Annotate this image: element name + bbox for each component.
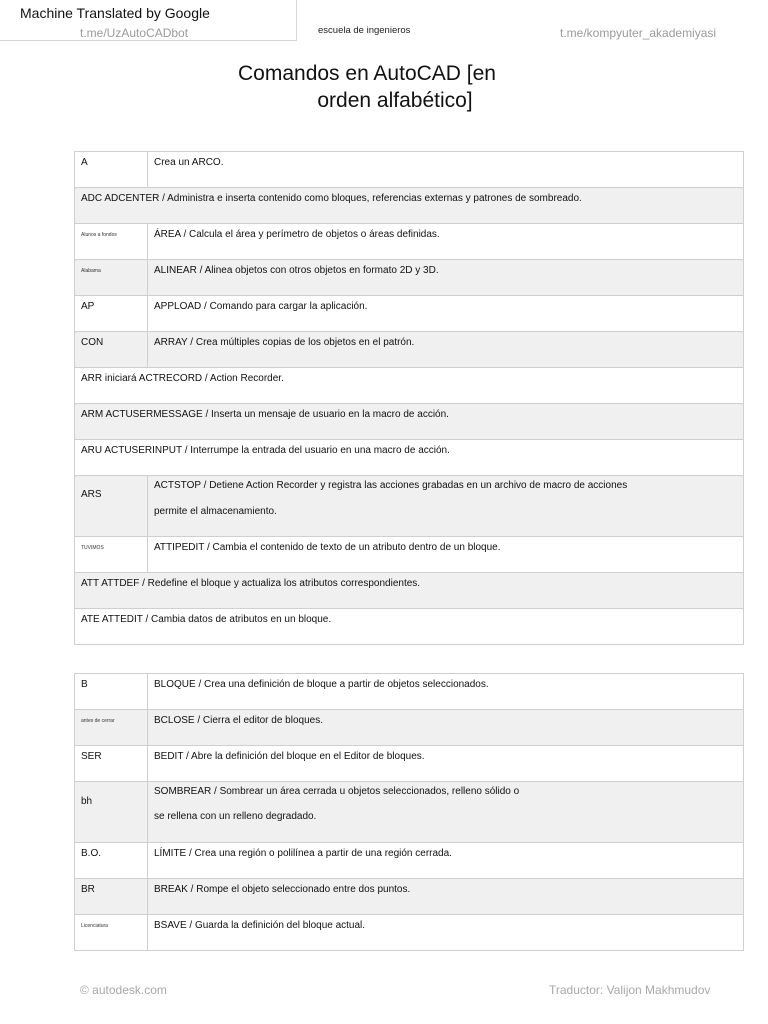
row-description: BCLOSE / Cierra el editor de bloques. [154, 715, 323, 726]
row-description: BEDIT / Abre la definición del bloque en el Editor de bloques. [154, 751, 425, 762]
row-description-line-2: permite el almacenamiento. [154, 506, 277, 517]
row-key-cell [75, 746, 148, 781]
row-key: B [81, 679, 88, 690]
row-key: antes de cerrar [81, 718, 115, 724]
row-full-text: ARU ACTUSERINPUT / Interrumpe la entrada del usuario en una macro de acción. [81, 445, 450, 456]
row-full-text: ARR iniciará ACTRECORD / Action Recorder. [81, 373, 284, 384]
row-key-cell [75, 152, 148, 187]
page-title-line-1: Comandos en AutoCAD [en [238, 62, 496, 85]
row-key-cell [75, 782, 148, 842]
commands-table-a [74, 151, 744, 645]
row-key: Licenciatura [81, 923, 108, 929]
commands-table-b [74, 673, 744, 951]
header-link-right[interactable]: t.me/kompyuter_akademiyasi [560, 26, 717, 40]
row-key-cell [75, 674, 148, 709]
row-description: ALINEAR / Alinea objetos con otros objetos en formato 2D y 3D. [154, 265, 439, 276]
row-description: BREAK / Rompe el objeto seleccionado entre dos puntos. [154, 884, 411, 895]
row-key: CON [81, 337, 104, 348]
table-row [75, 440, 743, 476]
row-key: B.O. [81, 848, 102, 859]
table-row [75, 710, 743, 746]
row-full-text: ADC ADCENTER / Administra e inserta contenido como bloques, referencias externas y patrones de sombreado. [81, 193, 582, 204]
row-description: BLOQUE / Crea una definición de bloque a partir de objetos seleccionados. [154, 679, 489, 690]
row-description: Crea un ARCO. [154, 157, 224, 168]
row-description-line-1: ACTSTOP / Detiene Action Recorder y registra las acciones grabadas en un archivo de macro de acciones [154, 480, 628, 491]
row-key-cell [75, 537, 148, 572]
row-description-line-2: se rellena con un relleno degradado. [154, 811, 317, 822]
table-row [75, 782, 743, 843]
row-key-cell [75, 843, 148, 878]
table-row [75, 296, 743, 332]
row-key: TUVIMOS [81, 545, 104, 551]
header-center-text: escuela de ingenieros [318, 25, 411, 36]
table-row [75, 152, 743, 188]
table-row [75, 915, 743, 951]
row-description-line-1: SOMBREAR / Sombrear un área cerrada u objetos seleccionados, relleno sólido o [154, 786, 520, 797]
table-row [75, 537, 743, 573]
row-description: LÍMITE / Crea una región o polilínea a partir de una región cerrada. [154, 848, 452, 859]
header-link-left[interactable]: t.me/UzAutoCADbot [80, 26, 189, 40]
row-key-cell [75, 710, 148, 745]
row-key: AP [81, 301, 95, 312]
table-row [75, 843, 743, 879]
table-row [75, 260, 743, 296]
page-title [0, 60, 768, 114]
table-row [75, 404, 743, 440]
table-row [75, 332, 743, 368]
row-key-cell [75, 879, 148, 914]
row-description: ATTIPEDIT / Cambia el contenido de texto de un atributo dentro de un bloque. [154, 542, 501, 553]
table-row [75, 879, 743, 915]
row-full-text: ATT ATTDEF / Redefine el bloque y actualiza los atributos correspondientes. [81, 578, 421, 589]
machine-translation-label: Machine Translated by Google [20, 5, 210, 21]
table-row [75, 746, 743, 782]
row-full-text: ARM ACTUSERMESSAGE / Inserta un mensaje de usuario en la macro de acción. [81, 409, 449, 420]
row-key: A [81, 157, 88, 168]
table-row [75, 476, 743, 537]
footer-translator: Traductor: Valijon Makhmudov [549, 983, 711, 997]
row-description: APPLOAD / Comando para cargar la aplicación. [154, 301, 368, 312]
table-row [75, 224, 743, 260]
table-row [75, 674, 743, 710]
row-key-cell [75, 224, 148, 259]
footer-copyright: © autodesk.com [80, 983, 167, 997]
row-key-cell [75, 915, 148, 950]
row-key: SER [81, 751, 102, 762]
row-description: BSAVE / Guarda la definición del bloque actual. [154, 920, 366, 931]
row-key: bh [81, 796, 93, 807]
row-key: Alunos a fondos [81, 232, 117, 238]
row-key: ARS [81, 489, 102, 500]
row-key: BR [81, 884, 95, 895]
row-key-cell [75, 260, 148, 295]
row-full-text: ATE ATTEDIT / Cambia datos de atributos en un bloque. [81, 614, 332, 625]
row-key-cell [75, 476, 148, 536]
row-key-cell [75, 296, 148, 331]
table-row [75, 609, 743, 645]
page-title-line-2: orden alfabético] [317, 89, 473, 112]
row-key-cell [75, 332, 148, 367]
row-key: Alabama [81, 268, 101, 274]
row-description: ÁREA / Calcula el área y perímetro de objetos o áreas definidas. [154, 229, 440, 240]
table-row [75, 368, 743, 404]
row-description: ARRAY / Crea múltiples copias de los objetos en el patrón. [154, 337, 415, 348]
table-row [75, 188, 743, 224]
table-row [75, 573, 743, 609]
